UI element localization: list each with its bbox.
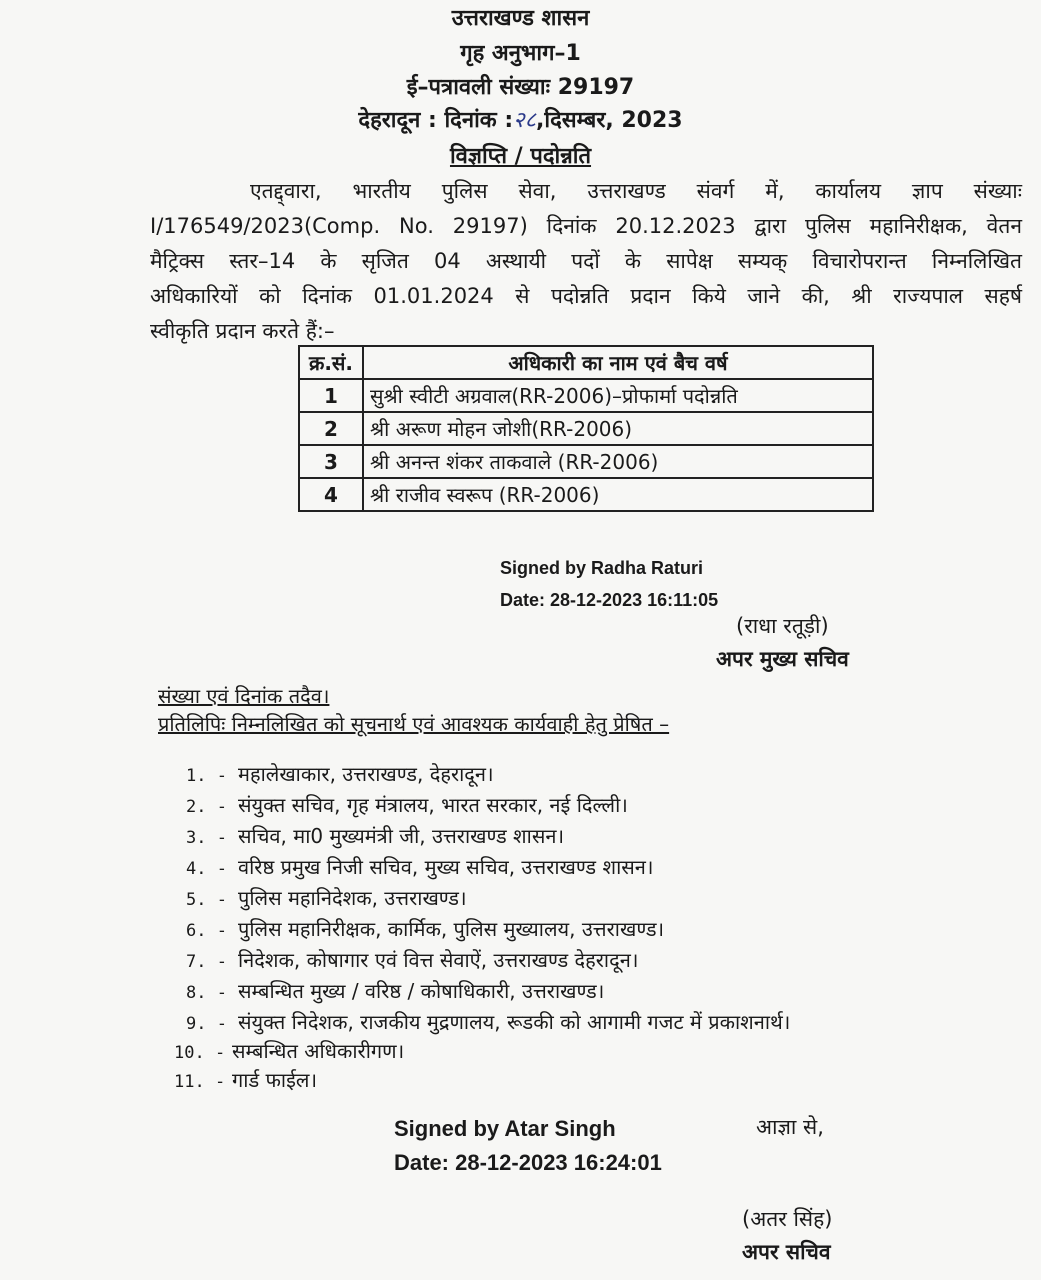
signatory1-name: (राधा रतूड़ी) <box>736 614 829 638</box>
body-line-1: एतद्द्वारा, भारतीय पुलिस सेवा, उत्तराखण्ड संवर्ग में, कार्यालय ज्ञाप संख्याः <box>250 179 1022 203</box>
body-line-5: स्वीकृति प्रदान करते हैं:– <box>150 319 335 343</box>
notice-subject: विज्ञप्ति / पदोन्नति <box>449 144 592 169</box>
list-item: 10. - सम्बन्धित अधिकारीगण। <box>174 1039 405 1063</box>
signature2-date: Date: 28-12-2023 16:24:01 <box>394 1150 662 1175</box>
row-officer-name: श्री राजीव स्वरूप (RR-2006) <box>363 478 873 511</box>
list-item: 6. - पुलिस महानिरीक्षक, कार्मिक, पुलिस मुख्यालय, उत्तराखण्ड। <box>186 917 665 941</box>
place-date-line <box>0 104 1041 134</box>
row-officer-name: श्री अनन्त शंकर ताकवाले (RR-2006) <box>363 445 873 478</box>
row-serial: 1 <box>299 379 363 412</box>
table-row <box>299 379 873 412</box>
list-item: 2. - संयुक्त सचिव, गृह मंत्रालय, भारत सरकार, नई दिल्ली। <box>186 793 628 817</box>
body-line-4: अधिकारियों को दिनांक 01.01.2024 से पदोन्नति प्रदान किये जाने की, श्री राज्यपाल सहर्ष <box>150 284 1022 308</box>
row-officer-name: सुश्री स्वीटी अग्रवाल(RR-2006)–प्रोफार्मा पदोन्नति <box>363 379 873 412</box>
table-row <box>299 478 873 511</box>
table-header-row <box>299 346 873 379</box>
signed-by-atar-singh: Signed by Atar Singh <box>394 1116 616 1141</box>
government-title: उत्तराखण्ड शासन <box>451 6 590 31</box>
list-item: 9. - संयुक्त निदेशक, राजकीय मुद्रणालय, रूडकी को आगामी गजट में प्रकाशनार्थ। <box>186 1010 791 1034</box>
row-officer-name: श्री अरूण मोहन जोशी(RR-2006) <box>363 412 873 445</box>
by-order-text: आज्ञा से, <box>756 1115 824 1139</box>
signed-by-radha-raturi: Signed by Radha Raturi <box>500 558 704 578</box>
row-serial: 3 <box>299 445 363 478</box>
copy-reference: संख्या एवं दिनांक तदैव। <box>158 684 330 708</box>
file-number: ई–पत्रावली संख्याः 29197 <box>406 75 635 100</box>
signatory2-designation: अपर सचिव <box>742 1240 831 1264</box>
list-item: 1. - महालेखाकार, उत्तराखण्ड, देहरादून। <box>186 762 494 786</box>
list-item: 4. - वरिष्ठ प्रमुख निजी सचिव, मुख्य सचिव, उत्तराखण्ड शासन। <box>186 855 654 879</box>
handwritten-day: २८ <box>513 108 537 133</box>
list-item: 5. - पुलिस महानिदेशक, उत्तराखण्ड। <box>186 886 467 910</box>
month-year: ,दिसम्बर, 2023 <box>536 108 683 133</box>
list-item: 7. - निदेशक, कोषागार एवं वित्त सेवाऐं, उत्तराखण्ड देहरादून। <box>186 948 639 972</box>
list-item: 11. - गार्ड फाईल। <box>174 1068 318 1092</box>
row-serial: 4 <box>299 478 363 511</box>
signature1-date: Date: 28-12-2023 16:11:05 <box>500 590 719 610</box>
copy-heading: प्रतिलिपिः निम्नलिखित को सूचनार्थ एवं आवश्यक कार्यवाही हेतु प्रेषित – <box>158 712 670 736</box>
department-title: गृह अनुभाग–1 <box>460 41 581 66</box>
body-line-3: मैट्रिक्स स्तर–14 के सृजित 04 अस्थायी पदों के सापेक्ष सम्यक् विचारोपरान्त निम्नलिखित <box>150 249 1022 273</box>
table-row <box>299 412 873 445</box>
officers-table <box>298 345 874 512</box>
list-item: 3. - सचिव, मा0 मुख्यमंत्री जी, उत्तराखण्ड शासन। <box>186 824 565 848</box>
body-line-2: I/176549/2023(Comp. No. 29197) दिनांक 20.12.2023 द्वारा पुलिस महानिरीक्षक, वेतन <box>150 214 1022 238</box>
signatory1-designation: अपर मुख्य सचिव <box>716 647 849 671</box>
list-item: 8. - सम्बन्धित मुख्य / वरिष्ठ / कोषाधिकारी, उत्तराखण्ड। <box>186 979 605 1003</box>
signatory2-name: (अतर सिंह) <box>742 1207 833 1231</box>
name-header: अधिकारी का नाम एवं बैच वर्ष <box>363 346 873 379</box>
serial-header: क्र.सं. <box>299 346 363 379</box>
row-serial: 2 <box>299 412 363 445</box>
place-date-prefix: देहरादून : दिनांक : <box>358 108 514 133</box>
table-row <box>299 445 873 478</box>
